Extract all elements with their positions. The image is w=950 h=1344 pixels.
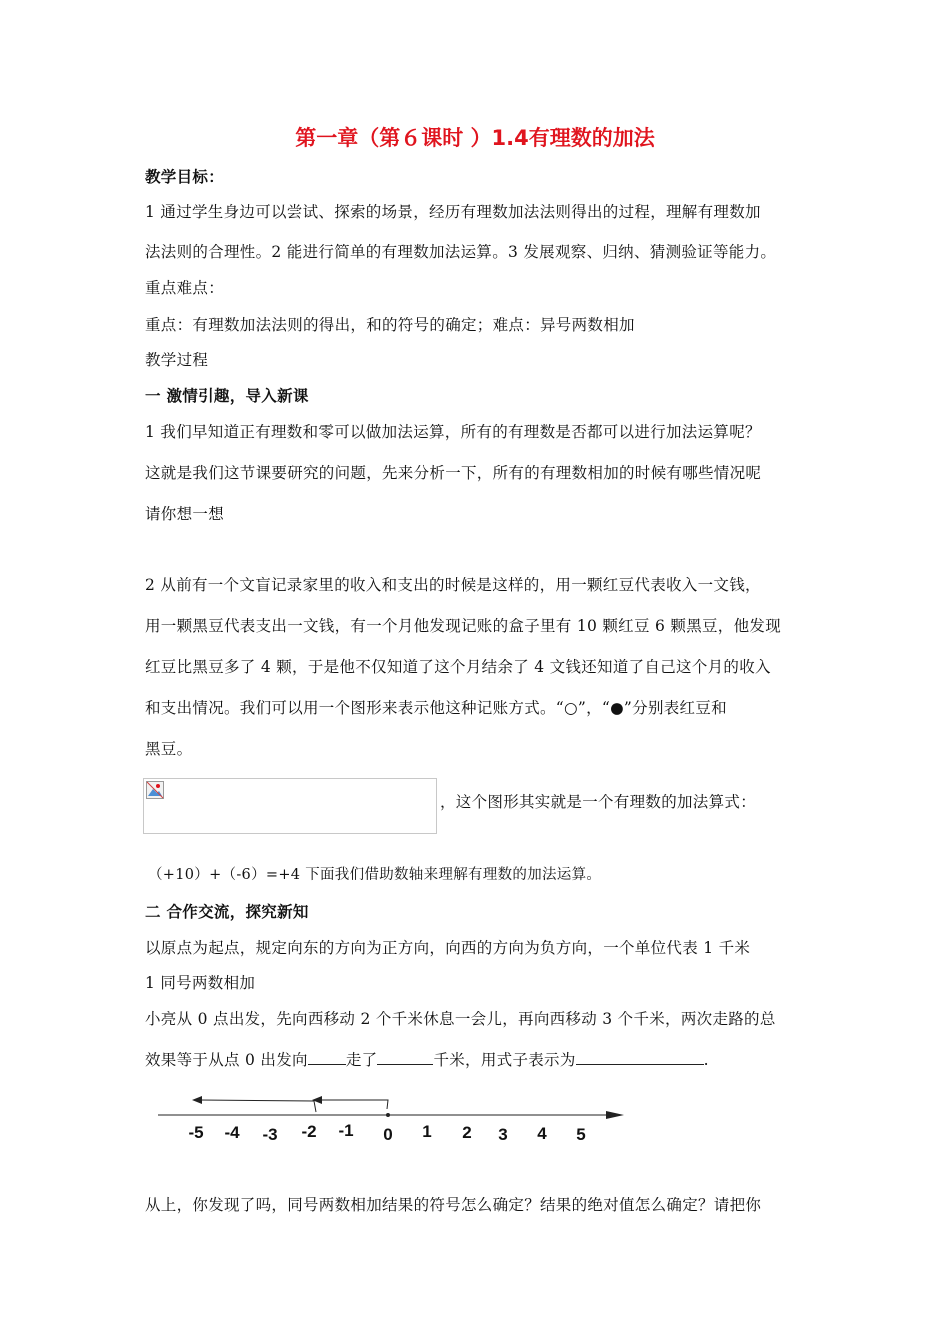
s1-p1-line-1: 1 我们早知道正有理数和零可以做加法运算，所有的有理数是否都可以进行加法运算呢？ bbox=[145, 423, 761, 441]
objective-line-1: 1 通过学生身边可以尝试、探索的场景，经历有理数加法法则得出的过程，理解有理数加 bbox=[145, 203, 761, 221]
equation-line: （+10）+（-6）=+4 下面我们借助数轴来理解有理数的加法运算。 bbox=[148, 867, 602, 883]
s1-p2-line-4: 和支出情况。我们可以用一个图形来表示他这种记账方式。“○”，“●”分别表红豆和 bbox=[145, 699, 727, 717]
s1-p2-line-1: 2 从前有一个文盲记录家里的收入和支出的时候是这样的，用一颗红豆代表收入一文钱， bbox=[145, 576, 761, 594]
s1-p2-line-2: 用一颗黑豆代表支出一文钱，有一个月他发现记账的盒子里有 10 颗红豆 6 颗黑豆，他发现 bbox=[145, 617, 781, 635]
tick-label: -3 bbox=[262, 1125, 278, 1144]
broken-image-icon bbox=[146, 781, 164, 799]
s2-p-line-2-part-b: 走了 bbox=[345, 1051, 378, 1069]
tick-label: -4 bbox=[224, 1123, 240, 1142]
tick-label: 3 bbox=[498, 1125, 508, 1144]
section1-heading: 一 激情引趣，导入新课 bbox=[145, 387, 309, 405]
tick-label: -1 bbox=[338, 1121, 354, 1140]
objectives-heading: 教学目标： bbox=[145, 168, 225, 186]
move-arrow-1 bbox=[320, 1100, 388, 1109]
s2-subheading: 1 同号两数相加 bbox=[145, 974, 256, 992]
s2-line-1: 以原点为起点，规定向东的方向为正方向，向西的方向为负方向，一个单位代表 1 千米 bbox=[145, 939, 751, 957]
tick-label: 1 bbox=[422, 1122, 432, 1141]
broken-image-placeholder bbox=[143, 778, 437, 834]
s2-p-line-2 bbox=[145, 1048, 709, 1070]
direction-blank[interactable] bbox=[308, 1050, 346, 1065]
tick-label: 2 bbox=[462, 1123, 472, 1142]
keypoints-heading: 重点难点： bbox=[145, 279, 225, 297]
final-line: 从上，你发现了吗，同号两数相加结果的符号怎么确定？结果的绝对值怎么确定？请把你 bbox=[145, 1196, 762, 1214]
s1-p1-line-2: 这就是我们这节课要研究的问题，先来分析一下，所有的有理数相加的时候有哪些情况呢 bbox=[145, 464, 762, 482]
page-title: 第一章（第６课时 ）1.4有理数的加法 bbox=[295, 126, 655, 150]
keypoints-line: 重点：有理数加法法则的得出，和的符号的确定；难点：异号两数相加 bbox=[145, 316, 635, 334]
tick-label: 5 bbox=[576, 1125, 586, 1144]
move-arrow-2-head bbox=[192, 1096, 202, 1104]
s2-p-line-2-part-c: 千米，用式子表示为 bbox=[433, 1051, 576, 1069]
axis-arrowhead bbox=[606, 1111, 624, 1119]
move-arrow-2 bbox=[200, 1100, 316, 1112]
s2-p-line-1: 小亮从 0 点出发，先向西移动 2 个千米休息一会儿，再向西移动 3 个千米，两次走路的总 bbox=[145, 1010, 776, 1028]
tick-label: -2 bbox=[301, 1122, 317, 1141]
s1-p1-line-3: 请你想一想 bbox=[145, 505, 225, 523]
s1-p2-line-5: 黑豆。 bbox=[145, 740, 193, 758]
s1-p2-line-3: 红豆比黑豆多了 4 颗，于是他不仅知道了这个月结余了 4 文钱还知道了自己这个月的收入 bbox=[145, 658, 771, 676]
tick-label: 4 bbox=[537, 1124, 547, 1143]
s2-p-line-2-part-a: 效果等于从点 0 出发向 bbox=[145, 1051, 308, 1069]
tick-label: -5 bbox=[188, 1123, 204, 1142]
tick-label: 0 bbox=[383, 1125, 393, 1144]
number-line-diagram bbox=[150, 1090, 640, 1150]
distance-blank[interactable] bbox=[377, 1050, 433, 1065]
section2-heading: 二 合作交流，探究新知 bbox=[145, 903, 309, 921]
image-caption: ，这个图形其实就是一个有理数的加法算式： bbox=[440, 793, 757, 811]
move-arrow-1-head bbox=[312, 1096, 322, 1104]
origin-dot bbox=[386, 1113, 390, 1117]
objective-line-2: 法法则的合理性。2 能进行简单的有理数加法运算。3 发展观察、归纳、猜测验证等能力。 bbox=[145, 243, 777, 261]
process-heading: 教学过程 bbox=[145, 351, 209, 369]
s2-p-line-2-part-d: . bbox=[703, 1051, 709, 1069]
expression-blank[interactable] bbox=[576, 1050, 704, 1065]
